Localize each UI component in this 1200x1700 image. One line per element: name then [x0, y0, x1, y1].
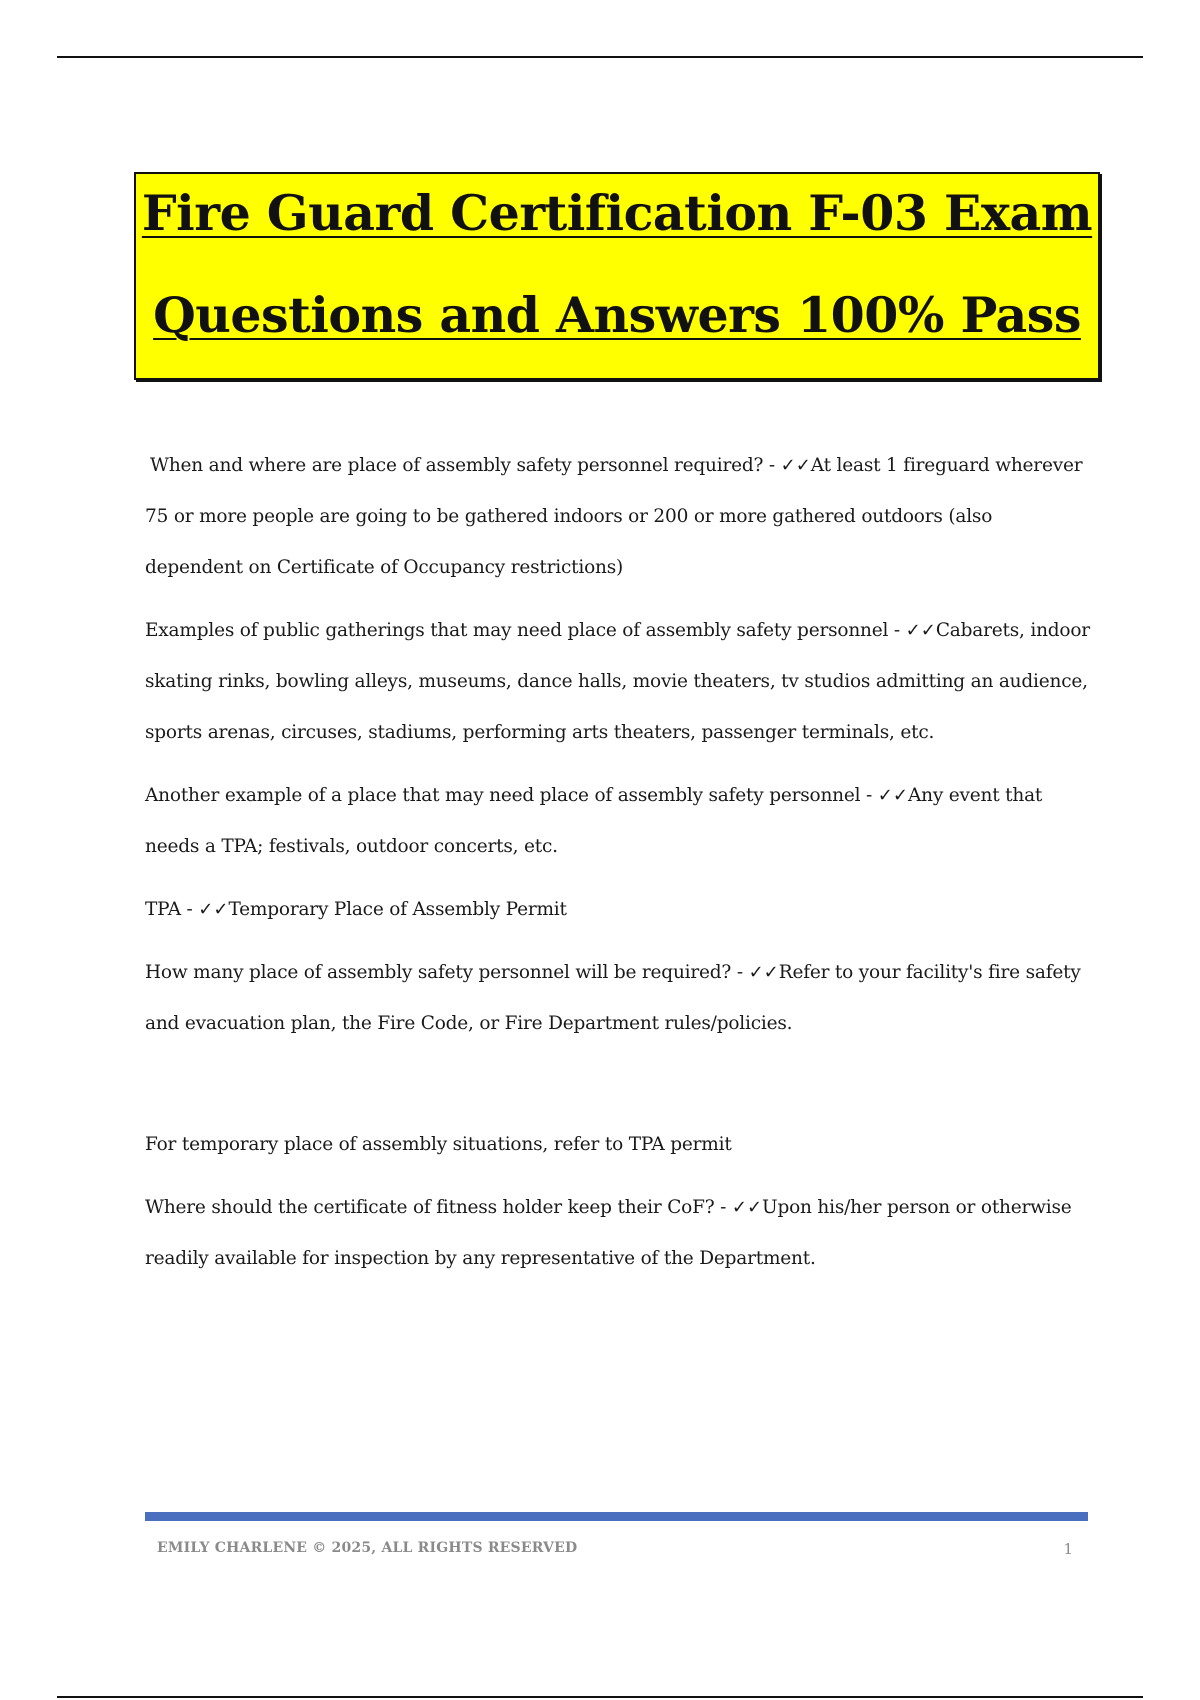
separator: -: [888, 620, 906, 641]
answer-text: Any event that needs a TPA; festivals, outdoor concerts, etc.: [145, 785, 1043, 857]
qa-item: [145, 770, 1090, 872]
question-text: When and where are place of assembly safety personnel required?: [150, 455, 764, 476]
bottom-rule: [57, 1696, 1143, 1698]
qa-list: [145, 440, 1090, 1284]
answer-text: Temporary Place of Assembly Permit: [228, 899, 567, 920]
separator: -: [860, 785, 878, 806]
question-text: Another example of a place that may need place of assembly safety personnel: [145, 785, 861, 806]
question-text: How many place of assembly safety personnel will be required?: [145, 962, 732, 983]
page-number: 1: [1063, 1540, 1073, 1558]
question-text: TPA: [145, 899, 181, 920]
top-rule: [57, 56, 1143, 58]
answer-text: Upon his/her person or otherwise readily available for inspection by any representative of the Department.: [145, 1197, 1072, 1269]
qa-item: [145, 605, 1090, 758]
question-text: Examples of public gatherings that may need place of assembly safety personnel: [145, 620, 889, 641]
answer-text: At least 1 fireguard wherever 75 or more people are going to be gathered indoors or 200 or more gathered outdoors (also dependent on Certificate of Occupancy restrictions): [145, 455, 1083, 578]
note-paragraph: [145, 1119, 1090, 1170]
qa-item: [145, 440, 1090, 593]
double-check-icon: ✓✓: [731, 1197, 763, 1218]
qa-item: [145, 947, 1090, 1049]
separator: -: [714, 1197, 732, 1218]
separator: -: [731, 962, 749, 983]
qa-item: [145, 1182, 1090, 1284]
qa-item: [145, 884, 1090, 935]
note-text: For temporary place of assembly situations, refer to TPA permit: [145, 1134, 732, 1155]
separator: -: [763, 455, 781, 476]
answer-text: Cabarets, indoor skating rinks, bowling alleys, museums, dance halls, movie theaters, tv studios admitting an audience, sports arenas, circuses, stadiums, performing arts theaters, passenger terminals, etc.: [145, 620, 1090, 743]
double-check-icon: ✓✓: [748, 962, 779, 983]
title-line-2: Questions and Answers 100% Pass: [153, 286, 1081, 344]
double-check-icon: ✓✓: [877, 785, 908, 806]
footer-bar: [145, 1512, 1088, 1521]
title-banner: [134, 172, 1100, 380]
footer-copyright: EMILY CHARLENE © 2025, ALL RIGHTS RESERVED: [157, 1540, 578, 1556]
separator: -: [180, 899, 199, 920]
double-check-icon: ✓✓: [780, 455, 811, 476]
title-line-1: Fire Guard Certification F-03 Exam: [141, 184, 1093, 242]
question-text: Where should the certificate of fitness holder keep their CoF?: [145, 1197, 715, 1218]
double-check-icon: ✓✓: [198, 899, 229, 920]
answer-text: Refer to your facility's fire safety and evacuation plan, the Fire Code, or Fire Department rules/policies.: [145, 962, 1081, 1034]
double-check-icon: ✓✓: [905, 620, 936, 641]
